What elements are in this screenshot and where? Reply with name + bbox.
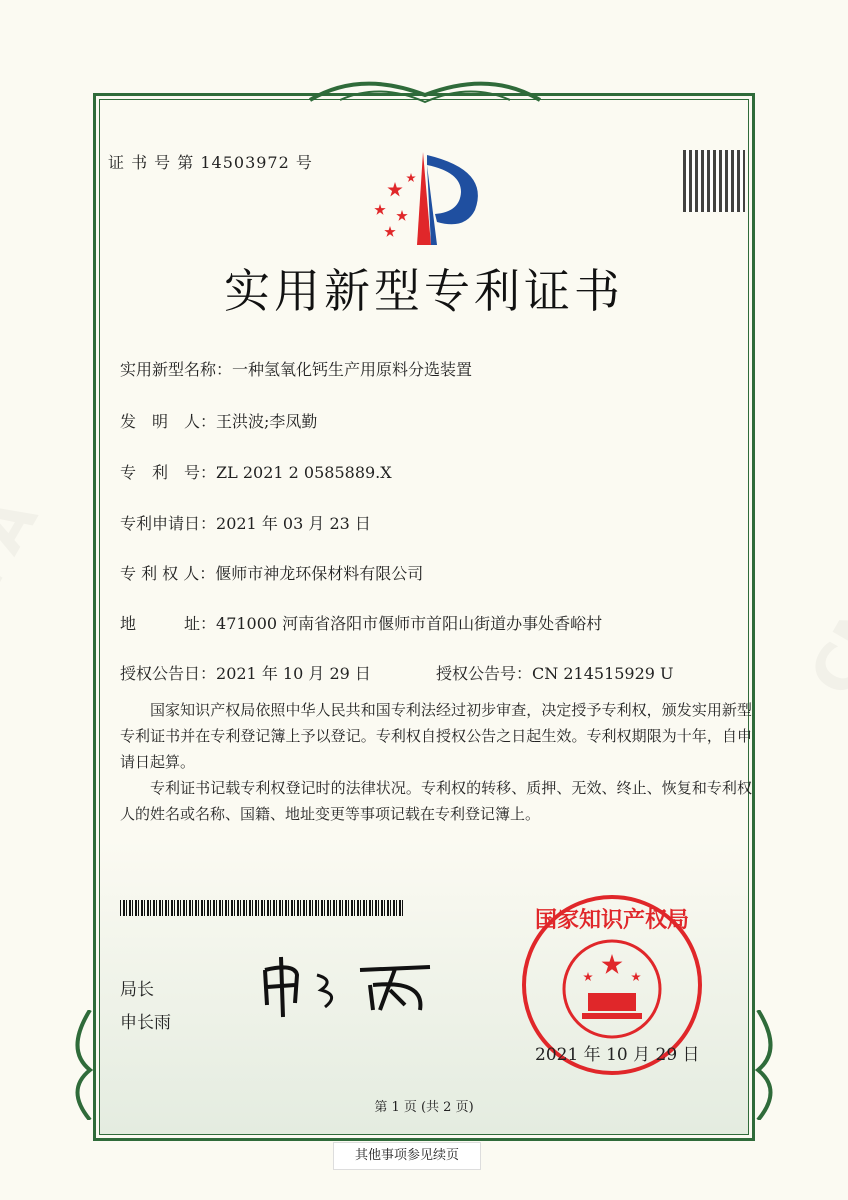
barcode <box>120 900 405 916</box>
field-grant-date <box>120 661 371 684</box>
field-label: 授权公告日： <box>120 664 217 683</box>
field-value: CN 214515929 U <box>532 664 674 683</box>
field-inventor <box>120 409 317 432</box>
certificate-body <box>120 697 752 827</box>
field-label: 授权公告号： <box>436 664 533 683</box>
star-icon <box>384 226 395 237</box>
field-value: 2021 年 03 月 23 日 <box>216 514 371 533</box>
field-value: 偃师市神龙环保材料有限公司 <box>215 564 424 583</box>
star-icon <box>406 173 416 182</box>
paragraph: 国家知识产权局依照中华人民共和国专利法经过初步审查，决定授予专利权，颁发实用新型专利证书并在专利登记簿上予以登记。专利权自授权公告之日起生效。专利权期限为十年，自申请日起算。 <box>120 701 752 771</box>
signature <box>255 955 440 1020</box>
field-label: 实用新型名称： <box>120 360 233 379</box>
field-patent-number <box>120 460 392 483</box>
field-label: 发 明 人： <box>120 412 217 431</box>
seal-text: 国家知识产权局 <box>535 907 690 933</box>
watermark <box>0 486 54 710</box>
field-value: ZL 2021 2 0585889.X <box>216 463 392 482</box>
field-utility-model-name <box>120 357 472 380</box>
field-label: 地 址： <box>120 614 217 633</box>
field-application-date <box>120 511 371 534</box>
paragraph: 专利证书记载专利权登记时的法律状况。专利权的转移、质押、无效、终止、恢复和专利权人的姓名或名称、国籍、地址变更等事项记载在专利登记簿上。 <box>120 779 752 823</box>
issue-date: 2021 年 10 月 29 日 <box>535 1045 700 1065</box>
star-icon <box>387 182 402 196</box>
cnipa-logo <box>365 150 490 250</box>
field-value: 王洪波;李凤勤 <box>216 412 318 431</box>
field-label: 专 利 号： <box>120 463 217 482</box>
page-indicator: 第 1 页 (共 2 页) <box>374 1100 474 1115</box>
field-address <box>120 611 602 634</box>
field-label: 专 利 权 人： <box>120 564 216 583</box>
field-value: 471000 河南省洛阳市偃师市首阳山街道办事处香峪村 <box>216 614 603 633</box>
field-value: 2021 年 10 月 29 日 <box>216 664 371 683</box>
star-icon <box>374 204 385 215</box>
ornament-top <box>300 70 550 110</box>
field-patentee <box>120 561 423 584</box>
qr-code <box>683 150 745 212</box>
field-announcement-number <box>436 661 674 684</box>
continuation-note: 其他事项参见续页 <box>333 1142 481 1170</box>
field-value: 一种氢氧化钙生产用原料分选装置 <box>232 360 473 379</box>
watermark <box>796 486 848 710</box>
director-name: 申长雨 <box>120 1013 171 1033</box>
director-title: 局长 <box>120 980 154 1000</box>
certificate-number: 证 书 号 第 14503972 号 <box>108 153 313 172</box>
certificate-title: 实用新型专利证书 <box>224 264 624 318</box>
field-label: 专利申请日： <box>120 514 217 533</box>
star-icon <box>396 210 407 221</box>
